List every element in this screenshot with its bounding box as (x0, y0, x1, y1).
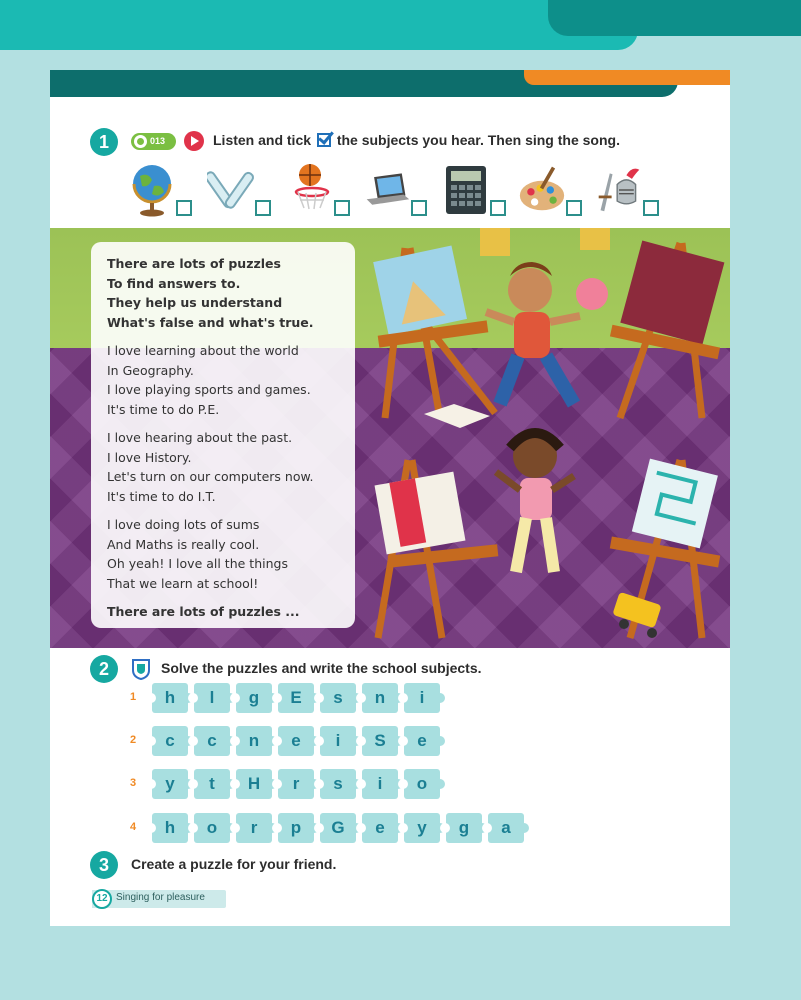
lyric-line: I love learning about the world (107, 343, 299, 358)
boy-figure (486, 262, 580, 404)
puzzle-row (130, 769, 550, 803)
song-outro: There are lots of puzzles ... (107, 604, 300, 619)
puzzle-piece: t (194, 769, 230, 799)
lyric-line: There are lots of puzzles (107, 256, 281, 271)
lyric-line: I love History. (107, 449, 192, 465)
tick-box-art[interactable] (566, 200, 582, 216)
audio-track-number: 013 (150, 136, 166, 146)
puzzle-piece: e (278, 726, 314, 756)
puzzle-piece: g (446, 813, 482, 843)
subject-history (595, 162, 657, 222)
puzzle-piece: r (278, 769, 314, 799)
puzzle-piece: c (194, 726, 230, 756)
puzzle-row-number: 2 (130, 734, 137, 746)
lyric-line: What's false and what's true. (107, 314, 314, 330)
puzzle-row-number: 3 (130, 777, 137, 789)
puzzle-row-number: 4 (130, 821, 137, 833)
puzzle-piece: s (320, 769, 356, 799)
puzzle-row (130, 683, 550, 717)
subject-it (363, 162, 425, 222)
lyric-line: It's time to do P.E. (107, 401, 220, 417)
headphones-icon (134, 135, 147, 148)
page-header-accent (524, 70, 730, 85)
footer-label: Singing for pleasure (116, 892, 205, 903)
lyric-line: And Maths is really cool. (107, 536, 260, 552)
puzzle-piece: G (320, 813, 356, 843)
exercise-1-instruction-part1: Listen and tick (213, 132, 312, 148)
subject-art (518, 162, 580, 222)
puzzle-box (424, 404, 490, 428)
tick-box-it[interactable] (411, 200, 427, 216)
song-verse-2 (107, 428, 339, 506)
toy-bus (612, 592, 661, 638)
lyric-line: It's time to do I.T. (107, 488, 216, 504)
exercise-1-number: 1 (90, 128, 118, 156)
tick-box-geography[interactable] (176, 200, 192, 216)
audio-track-badge[interactable] (131, 133, 176, 150)
page-number: 12 (92, 889, 112, 909)
exercise-2-instruction: Solve the puzzles and write the school subjects. (161, 660, 482, 676)
top-banner-teal (0, 0, 638, 50)
tick-box-maths[interactable] (490, 200, 506, 216)
puzzle-piece: n (236, 726, 272, 756)
top-banner-dark (548, 0, 801, 36)
puzzle-piece: e (404, 726, 440, 756)
puzzle-piece: i (320, 726, 356, 756)
puzzle-piece: e (362, 813, 398, 843)
puzzle-piece: c (152, 726, 188, 756)
exercise-1-instruction-part2: the subjects you hear. Then sing the song. (336, 132, 620, 148)
song-chorus (107, 254, 339, 332)
globe-icon (128, 162, 176, 218)
lyric-line: In Geography. (107, 362, 194, 378)
subject-pe (286, 162, 348, 222)
subject-science (207, 162, 269, 222)
exercise-3-number: 3 (90, 851, 118, 879)
puzzle-piece: h (152, 813, 188, 843)
curtain-right (580, 228, 610, 250)
song-verse-3 (107, 515, 339, 593)
lyric-line: Oh yeah! I love all the things (107, 556, 288, 571)
puzzle-piece: i (362, 769, 398, 799)
puzzle-piece: n (362, 683, 398, 713)
puzzle-piece: a (488, 813, 524, 843)
tick-icon (317, 133, 331, 147)
shield-icon (131, 658, 151, 680)
lyric-line: They help us understand (107, 295, 283, 310)
puzzle-piece: o (194, 813, 230, 843)
puzzle-row-number: 1 (130, 691, 137, 703)
laptop-icon (363, 162, 411, 218)
song-verse-1 (107, 341, 339, 419)
puzzle-piece: h (152, 683, 188, 713)
exercise-3-instruction: Create a puzzle for your friend. (131, 856, 337, 872)
exercise-2-number: 2 (90, 655, 118, 683)
puzzle-piece: E (278, 683, 314, 713)
tick-box-history[interactable] (643, 200, 659, 216)
puzzle-piece: r (236, 813, 272, 843)
puzzle-piece: y (152, 769, 188, 799)
song-illustration (50, 228, 730, 648)
puzzle-piece: S (362, 726, 398, 756)
subject-geography (128, 162, 190, 222)
puzzle-piece: l (194, 683, 230, 713)
subject-maths (442, 162, 504, 222)
knight-helmet-icon (595, 162, 643, 218)
puzzle-piece: p (278, 813, 314, 843)
tick-box-science[interactable] (255, 200, 271, 216)
easel-crossword (610, 241, 724, 418)
lyric-line: To find answers to. (107, 275, 241, 291)
basketball-hoop-icon (286, 162, 334, 218)
girl-figure (496, 433, 574, 572)
easel-sums (375, 460, 499, 638)
curtain-left (480, 228, 510, 256)
puzzle-row (130, 726, 550, 760)
puzzle-row (130, 813, 550, 847)
test-tubes-icon (207, 162, 255, 218)
lyric-line: I love playing sports and games. (107, 382, 311, 397)
puzzle-piece: i (404, 683, 440, 713)
tick-box-pe[interactable] (334, 200, 350, 216)
puzzle-piece: o (404, 769, 440, 799)
lyric-line: I love doing lots of sums (107, 517, 260, 532)
workbook-page (50, 70, 730, 926)
paint-palette-icon (518, 162, 566, 218)
play-video-button[interactable] (184, 131, 204, 151)
pink-ball (576, 278, 608, 310)
puzzle-piece: H (236, 769, 272, 799)
puzzle-piece: y (404, 813, 440, 843)
puzzle-piece: g (236, 683, 272, 713)
exercise-1-instruction (213, 132, 620, 148)
top-banner (0, 0, 801, 52)
calculator-icon (442, 162, 490, 218)
lyric-line: I love hearing about the past. (107, 430, 293, 445)
song-lyrics-panel (91, 242, 355, 628)
lyric-line: Let's turn on our computers now. (107, 469, 314, 484)
easel-pyramids (373, 245, 495, 418)
lyric-line: That we learn at school! (107, 575, 259, 591)
puzzle-piece: s (320, 683, 356, 713)
